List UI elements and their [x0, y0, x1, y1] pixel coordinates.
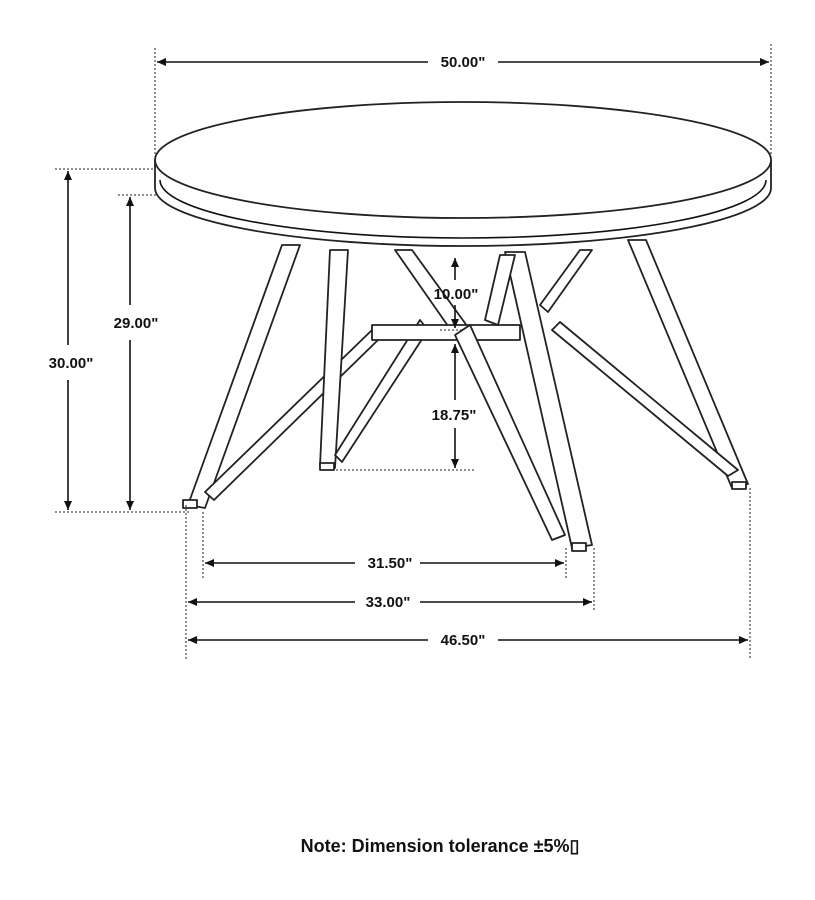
brace-upper-right — [540, 250, 592, 312]
leg-right — [628, 240, 748, 488]
foot-right — [732, 482, 746, 489]
label-lower-clearance: 18.75" — [431, 407, 477, 424]
label-inner-base: 31.50" — [367, 555, 413, 572]
cross-bar — [372, 325, 520, 340]
brace-upper-center — [485, 255, 515, 325]
label-upper-clearance: 10.00" — [433, 286, 479, 303]
foot-front — [572, 543, 586, 551]
table-top — [155, 102, 771, 246]
tolerance-note: Note: Dimension tolerance ±5%▯ — [300, 836, 580, 856]
label-outer-base: 46.50" — [440, 632, 486, 649]
label-top-width: 50.00" — [440, 54, 486, 71]
foot-back — [320, 463, 334, 470]
label-total-height: 30.00" — [48, 355, 94, 372]
foot-left — [183, 500, 197, 508]
brace-back-left — [335, 320, 428, 462]
label-apron-height: 29.00" — [113, 315, 159, 332]
label-mid-base: 33.00" — [365, 594, 411, 611]
